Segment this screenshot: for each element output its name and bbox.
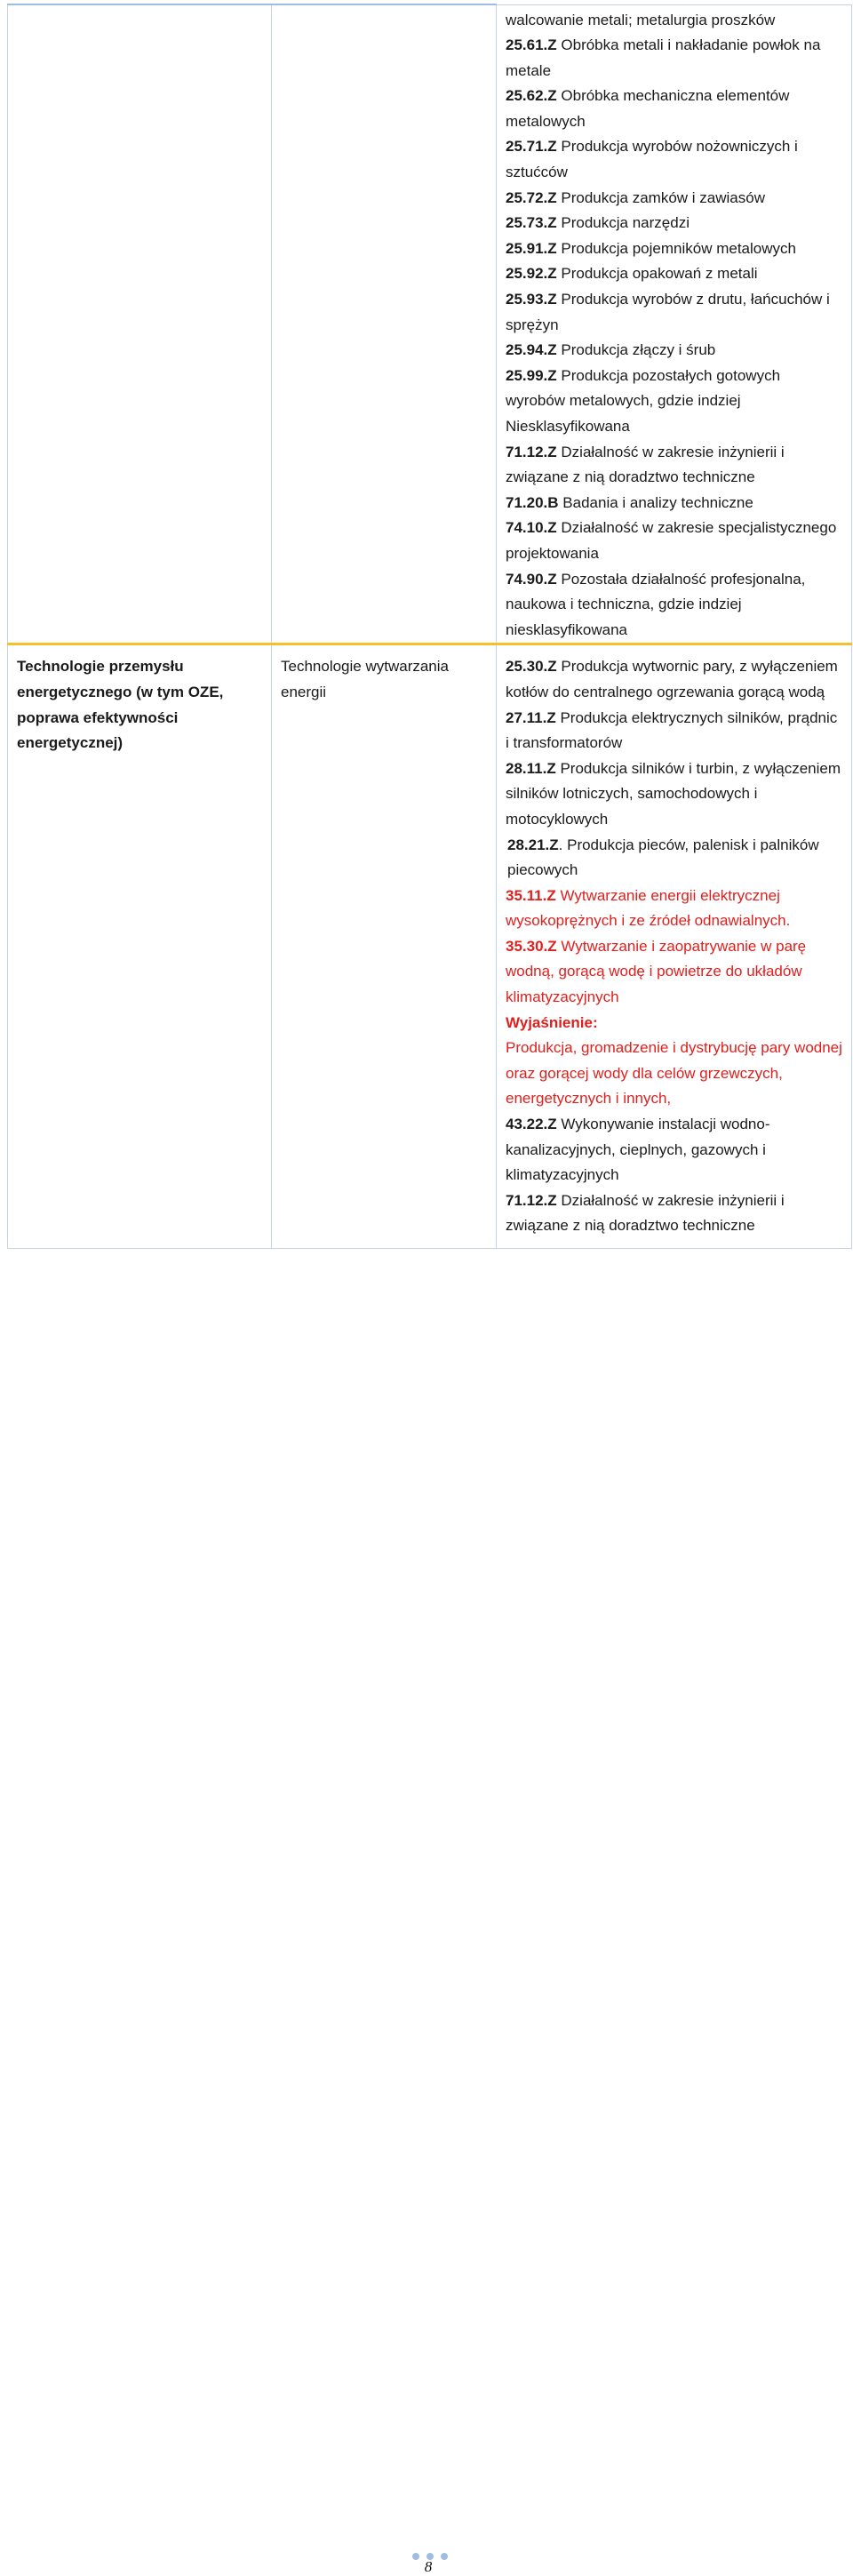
pkd-code: 25.61.Z: [506, 36, 557, 54]
pkd-entry: [506, 654, 842, 705]
pkd-entry: [506, 706, 842, 756]
pkd-entry: [506, 33, 842, 84]
pkd-entry: [506, 236, 842, 262]
pkd-entry: [506, 211, 842, 236]
pkd-entry: [506, 261, 842, 287]
pkd-code: 25.94.Z: [506, 341, 557, 359]
pkd-description: Produkcja elektrycznych silników, prądnic i transformatorów: [506, 708, 838, 752]
pkd-entry: [506, 1112, 842, 1188]
pkd-code: 25.62.Z: [506, 87, 557, 105]
pkd-description: . Produkcja pieców, palenisk i palników piecowych: [507, 836, 819, 879]
pkd-code-list: [506, 8, 842, 644]
pkd-description: Produkcja wytwornic pary, z wyłączeniem kotłów do centralnego ogrzewania gorącą wodą: [506, 658, 838, 700]
pkd-description: Produkcja zamków i zawiasów: [561, 188, 765, 206]
pkd-entry: [506, 934, 842, 1011]
pkd-code: 74.10.Z: [506, 519, 557, 537]
pkd-code: 35.30.Z: [506, 937, 557, 955]
pkd-entry: [506, 833, 842, 884]
pkd-description: Produkcja narzędzi: [561, 214, 690, 232]
table-row: [8, 644, 852, 1249]
pkd-code: 71.12.Z: [506, 443, 557, 460]
pkd-code: 28.21.Z: [507, 836, 559, 853]
pkd-code: 74.90.Z: [506, 570, 557, 588]
pkd-description: Produkcja złączy i śrub: [561, 341, 716, 359]
pkd-code: 25.72.Z: [506, 188, 557, 206]
pkd-entry: [506, 440, 842, 491]
pkd-entry: [506, 338, 842, 364]
pkd-entry: [506, 567, 842, 644]
pkd-code: 25.99.Z: [506, 366, 557, 384]
pkd-entry: [506, 364, 842, 440]
pkd-description: Obróbka mechaniczna elementów metalowych: [506, 87, 790, 130]
pkd-description: Produkcja pojemników metalowych: [561, 239, 796, 257]
pkd-entry: [506, 491, 842, 516]
pkd-description: Działalność w zakresie inżynierii i związane z nią doradztwo techniczne: [506, 443, 785, 486]
pkd-code: 25.73.Z: [506, 214, 557, 232]
pkd-code: 71.12.Z: [506, 1191, 557, 1209]
pkd-code: 43.22.Z: [506, 1116, 557, 1133]
pkd-entry: [506, 287, 842, 338]
technology-cell: [272, 4, 497, 644]
pkd-description: Produkcja opakowań z metali: [561, 265, 758, 283]
pkd-description: Działalność w zakresie specjalistycznego projektowania: [506, 519, 837, 562]
pkd-description: Działalność w zakresie inżynierii i związane z nią doradztwo techniczne: [506, 1191, 785, 1235]
area-cell: Technologie przemysłu energetycznego (w tym OZE, poprawa efektywności energetycznej): [8, 644, 272, 1249]
pkd-entry: [506, 1036, 842, 1112]
pkd-code-list: [506, 654, 842, 1239]
pkd-entry: [506, 516, 842, 566]
pkd-code: 25.91.Z: [506, 239, 557, 257]
pkd-code: 25.71.Z: [506, 138, 557, 156]
pkd-code: 25.92.Z: [506, 265, 557, 283]
pkd-code: 25.30.Z: [506, 658, 557, 676]
pkd-entry: [506, 884, 842, 934]
pkd-description: Badania i analizy techniczne: [562, 493, 753, 511]
pkd-entry: [506, 8, 842, 34]
pkd-description: Produkcja silników i turbin, z wyłączeniem silników lotniczych, samochodowych i motocyklowych: [506, 759, 841, 828]
pkd-description: Produkcja wyrobów nożowniczych i sztućców: [506, 138, 798, 181]
pkd-description: Pozostała działalność profesjonalna, naukowa i techniczna, gdzie indziej niesklasyfikowana: [506, 570, 806, 638]
pkd-description: Produkcja wyrobów z drutu, łańcuchów i sprężyn: [506, 291, 830, 333]
pkd-code: Wyjaśnienie:: [506, 1013, 598, 1031]
pkd-code: 35.11.Z: [506, 886, 556, 904]
pkd-code: 71.20.B: [506, 493, 559, 511]
technology-cell: Technologie wytwarzania energii: [272, 644, 497, 1249]
page-number: 8: [424, 2558, 433, 2575]
pkd-entry: [506, 1011, 842, 1036]
pkd-description: Wytwarzanie i zaopatrywanie w parę wodną, gorącą wodę i powietrze do układów klimatyzacyjnych: [506, 937, 807, 1006]
pkd-description: Produkcja, gromadzenie i dystrybucję pary wodnej oraz gorącej wody dla celów grzewczych, energetycznych i innych,: [506, 1039, 842, 1108]
pkd-entry: [506, 84, 842, 134]
page-footer: [0, 1271, 853, 2575]
pkd-description: Produkcja pozostałych gotowych wyrobów metalowych, gdzie indziej Niesklasyfikowana: [506, 366, 781, 435]
pkd-description: Obróbka metali i nakładanie powłok na metale: [506, 36, 821, 79]
pkd-entry: [506, 756, 842, 833]
pkd-codes-cell: [497, 4, 852, 644]
pkd-code: 27.11.Z: [506, 708, 556, 726]
table-row: [8, 4, 852, 644]
pkd-code: 28.11.Z: [506, 759, 556, 777]
area-cell: [8, 4, 272, 644]
pkd-codes-cell: [497, 644, 852, 1249]
pkd-entry: [506, 1188, 842, 1239]
dot-icon: [441, 2553, 448, 2560]
pkd-code: 25.93.Z: [506, 291, 557, 308]
classification-table: [7, 4, 852, 1249]
pkd-description: walcowanie metali; metalurgia proszków: [506, 11, 776, 28]
pkd-entry: [506, 134, 842, 185]
pkd-entry: [506, 186, 842, 212]
pkd-description: Wytwarzanie energii elektrycznej wysokoprężnych i ze źródeł odnawialnych.: [506, 886, 791, 930]
pkd-description: Wykonywanie instalacji wodno-kanalizacyjnych, cieplnych, gazowych i klimatyzacyjnych: [506, 1116, 770, 1184]
